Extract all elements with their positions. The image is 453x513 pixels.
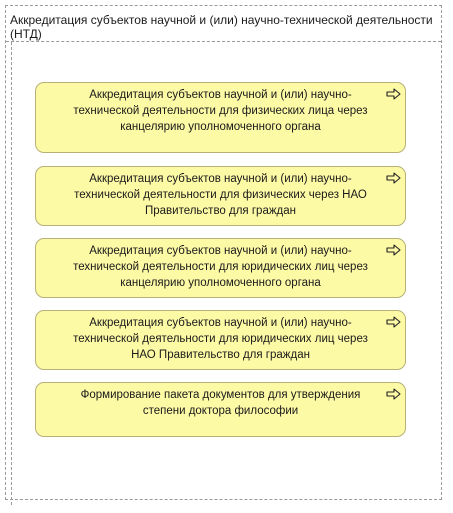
arrow-right-icon [386, 388, 401, 400]
process-group-lane-divider [11, 42, 12, 505]
process-box-legal-nao[interactable] [35, 310, 406, 370]
process-label: Аккредитация субъектов научной и (или) научно-технической деятельности для юридических лиц через НАО Правительство для граждан [73, 317, 368, 361]
process-group-header [6, 6, 441, 42]
process-label: Формирование пакета документов для утверждения степени доктора философии [80, 389, 361, 417]
arrow-right-icon [386, 88, 401, 100]
process-label: Аккредитация субъектов научной и (или) научно-технической деятельности для юридических лиц через канцелярию уполномоченного органа [73, 245, 368, 289]
process-group-title: Аккредитация субъектов научной и (или) научно-технической деятельности (НТД) [10, 13, 433, 41]
arrow-right-icon [386, 244, 401, 256]
process-box-legal-office[interactable] [35, 238, 406, 298]
arrow-right-icon [386, 172, 401, 184]
process-box-individual-office[interactable] [35, 82, 406, 153]
process-box-phd-documents[interactable] [35, 382, 406, 437]
process-label: Аккредитация субъектов научной и (или) научно-технической деятельности для физических лица через канцелярию уполномоченного органа [73, 89, 368, 133]
arrow-right-icon [386, 316, 401, 328]
process-label: Аккредитация субъектов научной и (или) научно-технической деятельности для физических через НАО Правительство для граждан [74, 173, 367, 217]
process-box-individual-nao[interactable] [35, 166, 406, 226]
